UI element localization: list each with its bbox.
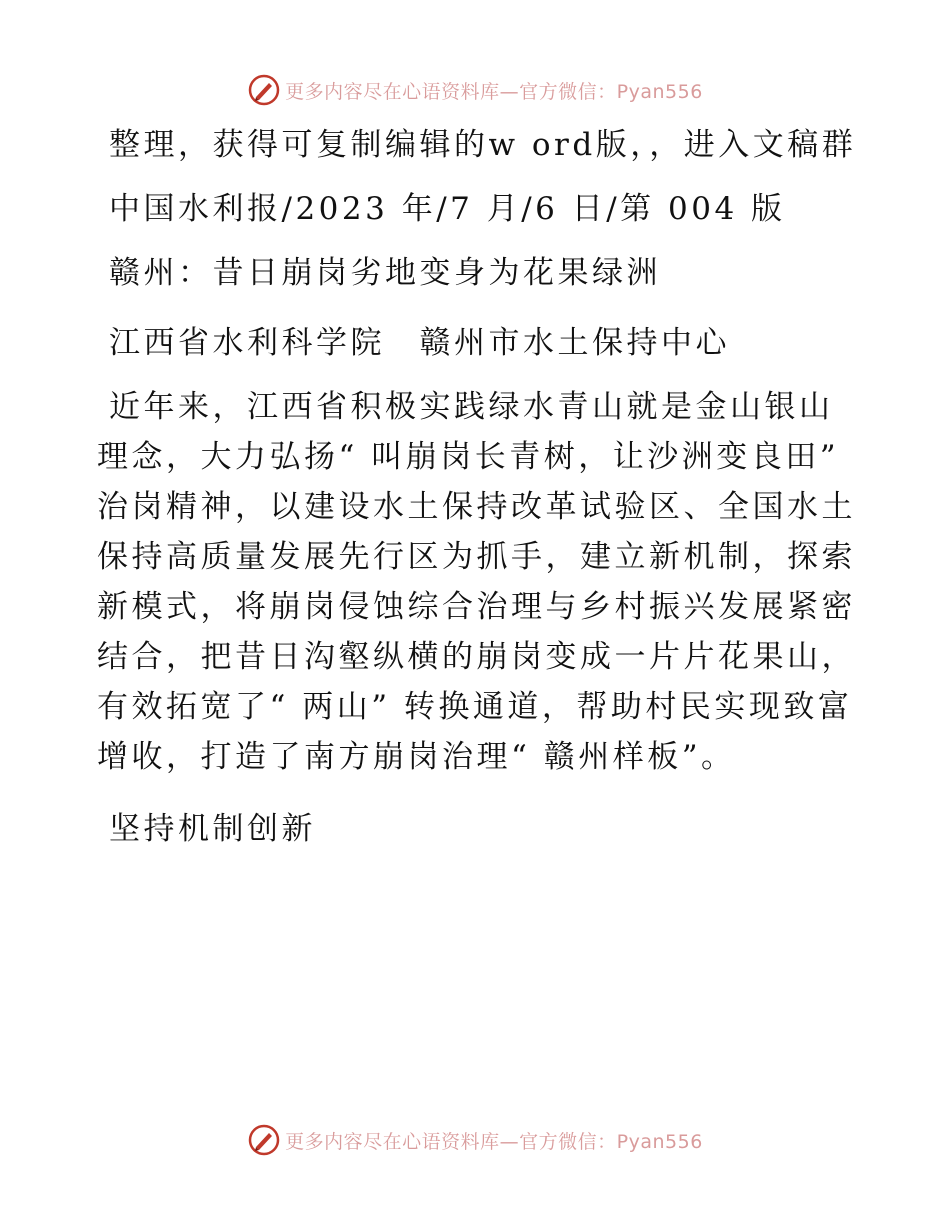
pen-logo-icon [247,73,281,107]
article-body-paragraph: 近年来，江西省积极实践绿水青山就是金山银山理念，大力弘扬“ 叫崩岗长青树，让沙洲变良田” 治岗精神，以建设水土保持改革试验区、全国水土保持高质量发展先行区为抓手，建立新机制，探索新模式，将崩岗侵蚀综合治理与乡村振兴发展紧密结合，把昔日沟壑纵横的崩岗变成一片片花果山，有效拓宽了“ 两山” 转换通道，帮助村民实现致富增收，打造了南方崩岗治理“ 赣州样板”。 [97,389,856,775]
article-title: 赣州：昔日崩岗劣地变身为花果绿洲 [109,255,661,291]
header-watermark-banner [0,70,950,110]
section-heading: 坚持机制创新 [109,811,316,847]
watermark-text: 更多内容尽在心语资料库—官方微信：Pyan556 [285,1130,703,1153]
article-authors: 江西省水利科学院 赣州市水土保持中心 [109,325,730,361]
watermark-text: 更多内容尽在心语资料库—官方微信：Pyan556 [285,80,703,103]
document-body [97,120,857,868]
source-line: 中国水利报/2023 年/7 月/6 日/第 004 版 [109,191,786,227]
pen-logo-icon [247,1123,281,1157]
intro-note: 整理，获得可复制编辑的w ord版，，进入文稿群 [109,127,857,163]
footer-watermark-banner [0,1120,950,1160]
